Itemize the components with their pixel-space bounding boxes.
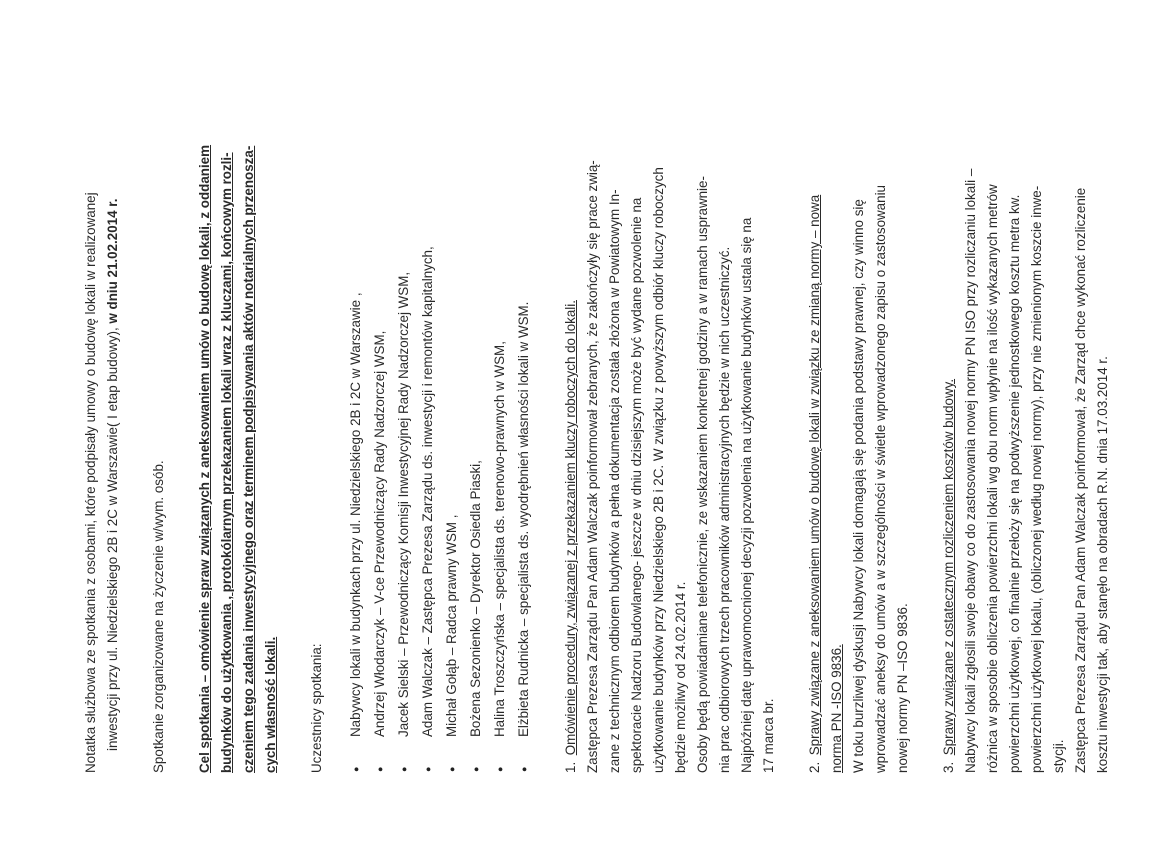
section-2-p-l1: W toku burzliwej dyskusji Nabywcy lokali domagają się podania podstawy prawnej, czy winno się [851,199,866,773]
section-2-title-line-1: Sprawy związane z aneksowaniem umów o budowę lokali w związku ze zmianą normy – nowa [807,194,822,756]
section-2-number: 2. [807,761,822,773]
section-3-title: Sprawy związane z ostatecznym rozliczeniem kosztów budowy. [941,378,956,756]
meeting-date: w dniu 21.02.2014 r. [105,198,120,324]
section-3-p1-l2: różnica w sposobie obliczenia powierzchni lokali wg obu norm wpłynie na ilość wykazanych metrów [985,184,1000,773]
section-1-p1-l2: zane z technicznym odbiorem budynków a pełna dokumentacja została złożona w Powiatowym In- [607,189,622,773]
meeting-purpose [194,70,282,773]
section-2-p-l2: wprowadzać aneksy do umów a w szczególności w świetle wprowadzonego zapisu o zastosowaniu [873,185,888,773]
participant-item: ● Michał Gołąb – Radca prawny WSM , [440,70,464,737]
participant-item: ● Elżbieta Rudnicka – specjalista ds. wyodrębnień własności lokali w WSM. [512,70,536,737]
purpose-line-4: cych własność lokali. [263,636,278,773]
participant-item: ● Nabywcy lokali w budynkach przy ul. Niedzielskiego 2B i 2C w Warszawie , [344,70,368,737]
intro-location: inwestycji przy ul. Niedzielskiego 2B i 2C w Warszawie( I etap budowy), [105,323,120,751]
section-1-p3-l1: Najpóźniej datę uprawomocnionej decyzji pozwolenia na użytkowanie budynków ustala się na [739,217,754,773]
section-1-p1-l4: użytkowanie budynków przy Niedzielskiego 2B i 2C. W związku z powyższym odbiór kluczy roboczych [651,167,666,773]
section-2-p-l3: nowej normy PN –ISO 9836. [895,603,910,773]
purpose-line-1: Cel spotkania – omówienie spraw związanych z aneksowaniem umów o budowę lokali, z oddaniem [197,144,212,773]
section-3-p1-l1: Nabywcy lokali zgłosili swoje obawy co do zastosowania nowej normy PN ISO przy rozliczaniu lokali – [963,168,978,773]
section-3-number: 3. [941,761,956,773]
section-2-title-line-2: norma PN -ISO 9836. [829,644,844,773]
section-1 [560,70,780,773]
purpose-line-2: budynków do użytkowania , protokólarnym przekazaniem lokali wraz z kluczami, końcowym rozli- [219,152,234,773]
section-1-p1-l5: będzie możliwy od 24.02.2014 r. [673,581,688,773]
section-3-heading [938,70,960,773]
section-3 [938,70,1114,773]
section-1-number: 1. [563,761,578,773]
participant-item: ● Halina Troszczyńska – specjalista ds. terenowo-prawnych w WSM, [488,70,512,737]
participant-item: ● Adam Walczak – Zastępca Prezesa Zarządu ds. inwestycji i remontów kapitalnych, [416,70,440,737]
section-1-title: Omówienie procedury, związanej z przekazaniem kluczy roboczych do lokali. [563,300,578,756]
organized-note: Spotkanie zorganizowane na życzenie w/wym. osób. [151,460,166,773]
participants-list [344,70,536,773]
intro-line-1: Notatka służbowa ze spotkania z osobami, które podpisały umowy o budowę lokali w realizowanej [83,192,98,773]
section-3-p2-l2: kosztu inwestycji tak, aby stanęło na obradach R.N. dnia 17.03.2014 r. [1095,356,1110,773]
section-1-heading [560,70,582,773]
purpose-line-3: czeniem tego zadania inwestycyjnego oraz terminem podpisywania aktów notarialnych przenosza- [241,145,256,773]
participant-item: ● Andrzej Włodarczyk – V-ce Przewodniczący Rady Nadzorczej WSM, [368,70,392,737]
section-1-p1-l1: Zastępca Prezesa Zarządu Pan Adam Walczak poinformował zebranych, że zakończyły się prace zwią- [585,160,600,773]
section-2 [804,70,914,773]
section-3-p1-l3: powierzchni użytkowej, co finalnie przełoży się na podwyższenie jednostkowego kosztu metra kw. [1007,194,1022,773]
section-3-p1-l4: powierzchni użytkowej lokalu, (obliczonej według nowej normy), przy nie zmienionym koszcie inwe- [1029,185,1044,773]
participant-item: ● Jacek Sielski – Przewodniczący Komisji Inwestycyjnej Rady Nadzorczej WSM, [392,70,416,737]
participant-item: ● Bożena Sezonienko – Dyrektor Osiedla Piaski, [464,70,488,737]
section-1-p3-l2: 17 marca br. [761,698,776,773]
intro-line-2 [102,70,124,773]
section-1-p1-l3: spektoracie Nadzoru Budowlanego- jeszcze w dniu dzisiejszym może być wydane pozwolenie na [629,197,644,773]
section-1-p2-l1: Osoby będą powiadamiane telefonicznie, ze wskazaniem konkretnej godziny a w ramach usprawnie- [695,176,710,773]
section-2-heading [804,70,826,773]
participants-heading: Uczestnicy spotkania: [309,643,324,773]
section-1-p2-l2: nia prac odbiorowych trzech pracowników administracyjnych będzie w nich uczestniczyć. [717,246,732,773]
section-3-p1-l5: stycji. [1051,739,1066,773]
section-3-p2-l1: Zastępca Prezesa Zarządu Pan Adam Walczak poinformował, że Zarząd chce wykonać rozliczenie [1073,187,1088,773]
section-2-title-line-2-wrap [826,70,848,773]
